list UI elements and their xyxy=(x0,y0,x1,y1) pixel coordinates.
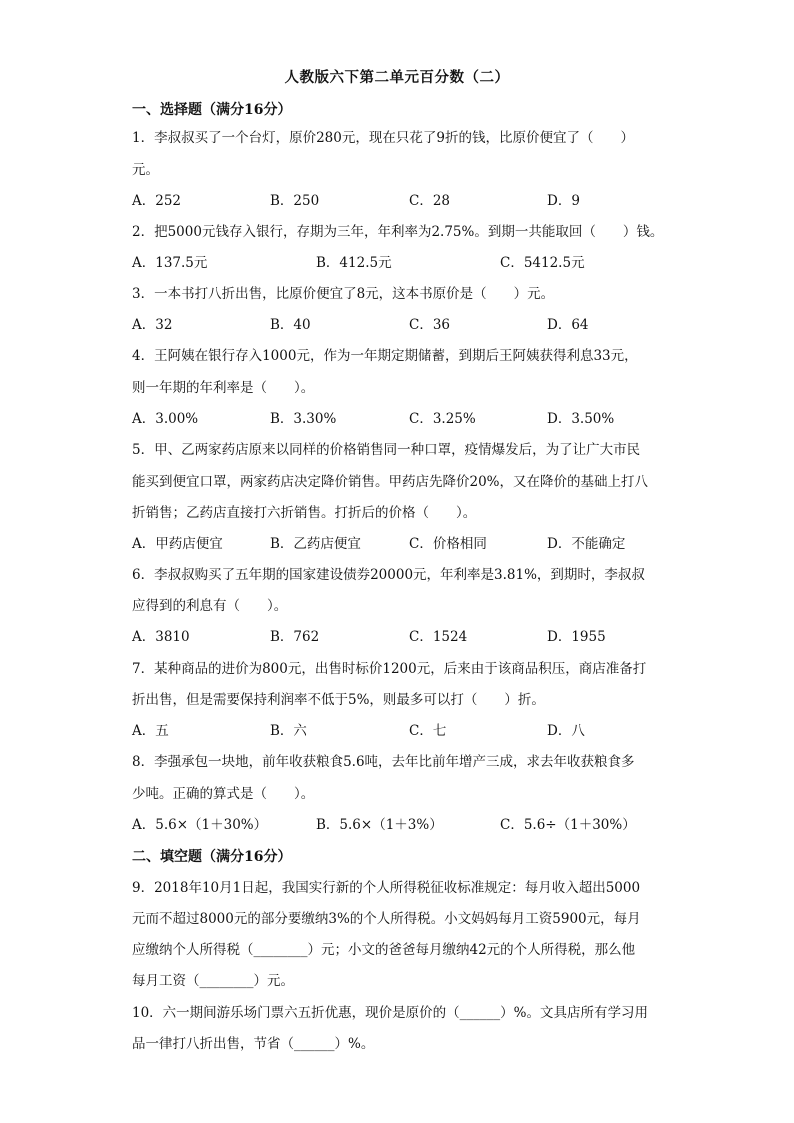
option-c: C．28 xyxy=(409,193,451,209)
question-9-line-4: 每月工资（________）元。 xyxy=(132,973,294,989)
option-a: A．252 xyxy=(132,193,182,209)
option-c: C．七 xyxy=(409,723,447,739)
option-d: D．64 xyxy=(547,317,589,333)
question-1-options xyxy=(132,191,672,211)
question-2-line-1: 2．把5000元钱存入银行，存期为三年，年利率为2.75%。到期一共能取回（ ）钱。 xyxy=(132,224,664,240)
question-1-line-1: 1．李叔叔买了一个台灯，原价280元，现在只花了9折的钱，比原价便宜了（ ） xyxy=(132,130,634,146)
option-a: A．甲药店便宜 xyxy=(132,536,223,552)
question-7-options xyxy=(132,721,672,741)
question-9-line-2: 元而不超过8000元的部分要缴纳3%的个人所得税。小文妈妈每月工资5900元，每月 xyxy=(132,911,641,927)
question-6-line-2: 应得到的利息有（ ）。 xyxy=(132,598,288,614)
option-b: B．40 xyxy=(270,317,311,333)
option-c: C．36 xyxy=(409,317,451,333)
question-1-line-2: 元。 xyxy=(132,162,159,178)
question-3-line-1: 3．一本书打八折出售，比原价便宜了8元，这本书原价是（ ）元。 xyxy=(132,286,555,302)
option-b: B．3.30% xyxy=(270,411,337,427)
option-a: A．5.6×（1＋30%） xyxy=(132,817,268,833)
option-d: D．八 xyxy=(547,723,585,739)
section-heading-choice: 一、选择题（满分16分） xyxy=(132,102,292,118)
option-d: D．3.50% xyxy=(547,411,615,427)
question-5-line-3: 折销售；乙药店直接打六折销售。打折后的价格（ ）。 xyxy=(132,505,477,521)
option-b: B．250 xyxy=(270,193,320,209)
question-5-line-1: 5．甲、乙两家药店原来以同样的价格销售同一种口罩，疫情爆发后，为了让广大市民 xyxy=(132,442,641,458)
question-5-line-2: 能买到便宜口罩，两家药店决定降价销售。甲药店先降价20%，又在降价的基础上打八 xyxy=(132,474,649,490)
question-6-line-1: 6．李叔叔购买了五年期的国家建设债券20000元，年利率是3.81%，到期时，李叔叔 xyxy=(132,567,645,583)
option-b: B．412.5元 xyxy=(316,255,392,271)
option-b: B．乙药店便宜 xyxy=(270,536,361,552)
option-b: B．5.6×（1＋3%） xyxy=(316,817,443,833)
question-7-line-2: 折出售，但是需要保持利润率不低于5%，则最多可以打（ ）折。 xyxy=(132,692,545,708)
question-5-options xyxy=(132,534,672,554)
option-d: D．不能确定 xyxy=(547,536,626,552)
option-d: D．1955 xyxy=(547,629,606,645)
question-4-line-2: 则一年期的年利率是（ ）。 xyxy=(132,380,315,396)
option-c: C．5412.5元 xyxy=(500,255,585,271)
option-b: B．六 xyxy=(270,723,307,739)
question-7-line-1: 7．某种商品的进价为800元，出售时标价1200元，后来由于该商品积压，商店准备打 xyxy=(132,661,647,677)
question-9-line-1: 9．2018年10月1日起，我国实行新的个人所得税征收标准规定：每月收入超出5000 xyxy=(132,880,641,896)
option-b: B．762 xyxy=(270,629,320,645)
option-a: A．3810 xyxy=(132,629,190,645)
page-title: 人教版六下第二单元百分数（二） xyxy=(284,69,510,86)
option-a: A．137.5元 xyxy=(132,255,208,271)
option-a: A．32 xyxy=(132,317,173,333)
question-10-line-1: 10．六一期间游乐场门票六五折优惠，现价是原价的（______）%。文具店所有学习用 xyxy=(132,1005,649,1021)
question-8-options xyxy=(132,815,672,835)
option-a: A．3.00% xyxy=(132,411,199,427)
question-4-options xyxy=(132,409,672,429)
option-c: C．1524 xyxy=(409,629,468,645)
option-c: C．5.6÷（1＋30%） xyxy=(500,817,636,833)
question-8-line-1: 8．李强承包一块地，前年收获粮食5.6吨，去年比前年增产三成，求去年收获粮食多 xyxy=(132,754,635,770)
option-a: A．五 xyxy=(132,723,169,739)
question-9-line-3: 应缴纳个人所得税（________）元；小文的爸爸每月缴纳42元的个人所得税，那么他 xyxy=(132,942,636,958)
section-heading-fill-blank: 二、填空题（满分16分） xyxy=(132,849,292,865)
option-c: C．3.25% xyxy=(409,411,476,427)
question-3-options xyxy=(132,315,672,335)
question-6-options xyxy=(132,627,672,647)
option-c: C．价格相同 xyxy=(409,536,487,552)
question-4-line-1: 4．王阿姨在银行存入1000元，作为一年期定期储蓄，到期后王阿姨获得利息33元， xyxy=(132,348,638,364)
option-d: D．9 xyxy=(547,193,580,209)
question-8-line-2: 少吨。正确的算式是（ ）。 xyxy=(132,786,315,802)
question-10-line-2: 品一律打八折出售，节省（______）%。 xyxy=(132,1036,375,1052)
question-2-options xyxy=(132,253,672,273)
